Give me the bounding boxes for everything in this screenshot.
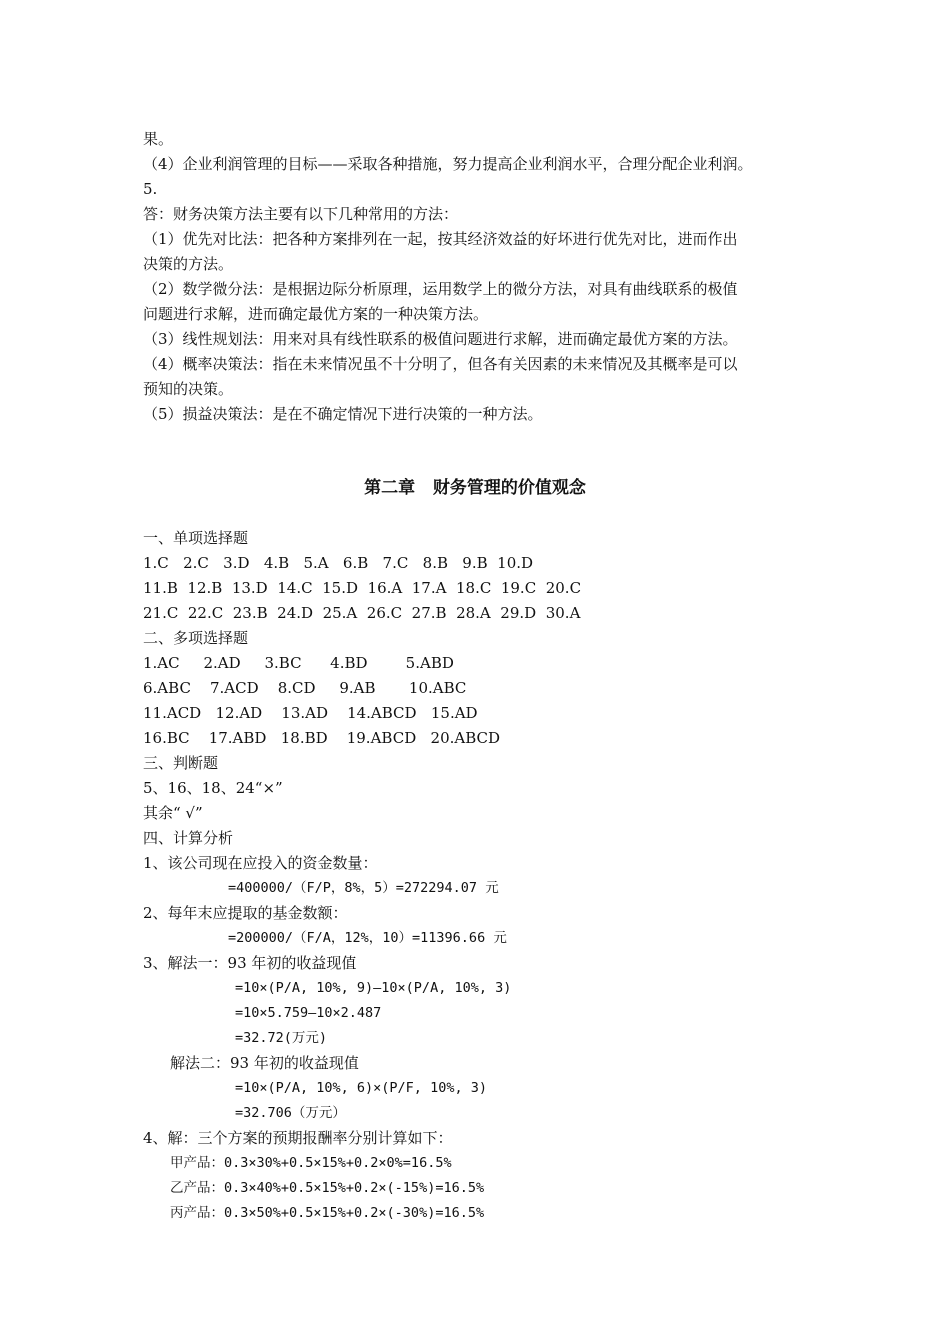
question-1-text: 1、该公司现在应投入的资金数量： <box>143 854 378 872</box>
question-number: 5. <box>143 180 158 198</box>
formula-line: =10×(P/A, 10%, 9)—10×(P/A, 10%, 3) <box>235 980 512 996</box>
answer-row: 6.ABC 7.ACD 8.CD 9.AB 10.ABC <box>143 679 467 697</box>
paragraph-line: （3）线性规划法：用来对具有线性联系的极值问题进行求解，进而确定最优方案的方法。 <box>143 330 738 348</box>
formula-line: =10×(P/A, 10%, 6)×(P/F, 10%, 3) <box>235 1080 487 1096</box>
paragraph-line: （5）损益决策法：是在不确定情况下进行决策的一种方法。 <box>143 405 543 423</box>
paragraph-line: 预知的决策。 <box>143 380 234 398</box>
formula-line: =32.706（万元） <box>235 1105 346 1121</box>
paragraph-line: （1）优先对比法：把各种方案排列在一起，按其经济效益的好坏进行优先对比，进而作出 <box>143 230 738 248</box>
product-return-line: 丙产品：0.3×50%+0.5×15%+0.2×(-30%)=16.5% <box>170 1205 485 1221</box>
judgment-wrong-items: 5、16、18、24“×” <box>143 779 283 797</box>
product-return-line: 甲产品：0.3×30%+0.5×15%+0.2×0%=16.5% <box>170 1155 452 1171</box>
section-heading-single-choice: 一、单项选择题 <box>143 529 249 547</box>
formula-line: =32.72(万元) <box>235 1030 328 1046</box>
section-heading-calculation: 四、计算分析 <box>143 829 234 847</box>
section-heading-judgment: 三、判断题 <box>143 754 219 772</box>
paragraph-line: （4）概率决策法：指在未来情况虽不十分明了，但各有关因素的未来情况及其概率是可以 <box>143 355 738 373</box>
section-heading-multiple-choice: 二、多项选择题 <box>143 629 249 647</box>
answer-row: 16.BC 17.ABD 18.BD 19.ABCD 20.ABCD <box>143 729 501 747</box>
question-3-method-1-label: 3、解法一：93 年初的收益现值 <box>143 954 357 972</box>
judgment-rest: 其余“ √” <box>143 804 203 822</box>
answer-row: 11.ACD 12.AD 13.AD 14.ABCD 15.AD <box>143 704 478 722</box>
answer-row: 1.C 2.C 3.D 4.B 5.A 6.B 7.C 8.B 9.B 10.D <box>143 554 534 572</box>
formula-line: =10×5.759—10×2.487 <box>235 1005 382 1021</box>
paragraph-line: 果。 <box>143 130 174 148</box>
question-4-text: 4、解：三个方案的预期报酬率分别计算如下： <box>143 1129 453 1147</box>
answer-intro: 答：财务决策方法主要有以下几种常用的方法： <box>143 205 459 223</box>
chapter-title: 第二章 财务管理的价值观念 <box>364 478 586 498</box>
answer-row: 11.B 12.B 13.D 14.C 15.D 16.A 17.A 18.C 19.C 20.C <box>143 579 582 597</box>
paragraph-line: 问题进行求解，进而确定最优方案的一种决策方法。 <box>143 305 489 323</box>
paragraph-line: （4）企业利润管理的目标——采取各种措施，努力提高企业利润水平，合理分配企业利润。 <box>143 155 753 173</box>
paragraph-line: 决策的方法。 <box>143 255 234 273</box>
question-2-formula: =200000/（F/A，12%，10）=11396.66 元 <box>228 930 507 946</box>
answer-row: 21.C 22.C 23.B 24.D 25.A 26.C 27.B 28.A 29.D 30.A <box>143 604 581 622</box>
product-return-line: 乙产品：0.3×40%+0.5×15%+0.2×(-15%)=16.5% <box>170 1180 485 1196</box>
question-3-method-2-label: 解法二：93 年初的收益现值 <box>170 1054 359 1072</box>
paragraph-line: （2）数学微分法：是根据边际分析原理，运用数学上的微分方法，对具有曲线联系的极值 <box>143 280 738 298</box>
question-2-text: 2、每年末应提取的基金数额： <box>143 904 348 922</box>
question-1-formula: =400000/（F/P，8%，5）=272294.07 元 <box>228 880 499 896</box>
answer-row: 1.AC 2.AD 3.BC 4.BD 5.ABD <box>143 654 454 672</box>
